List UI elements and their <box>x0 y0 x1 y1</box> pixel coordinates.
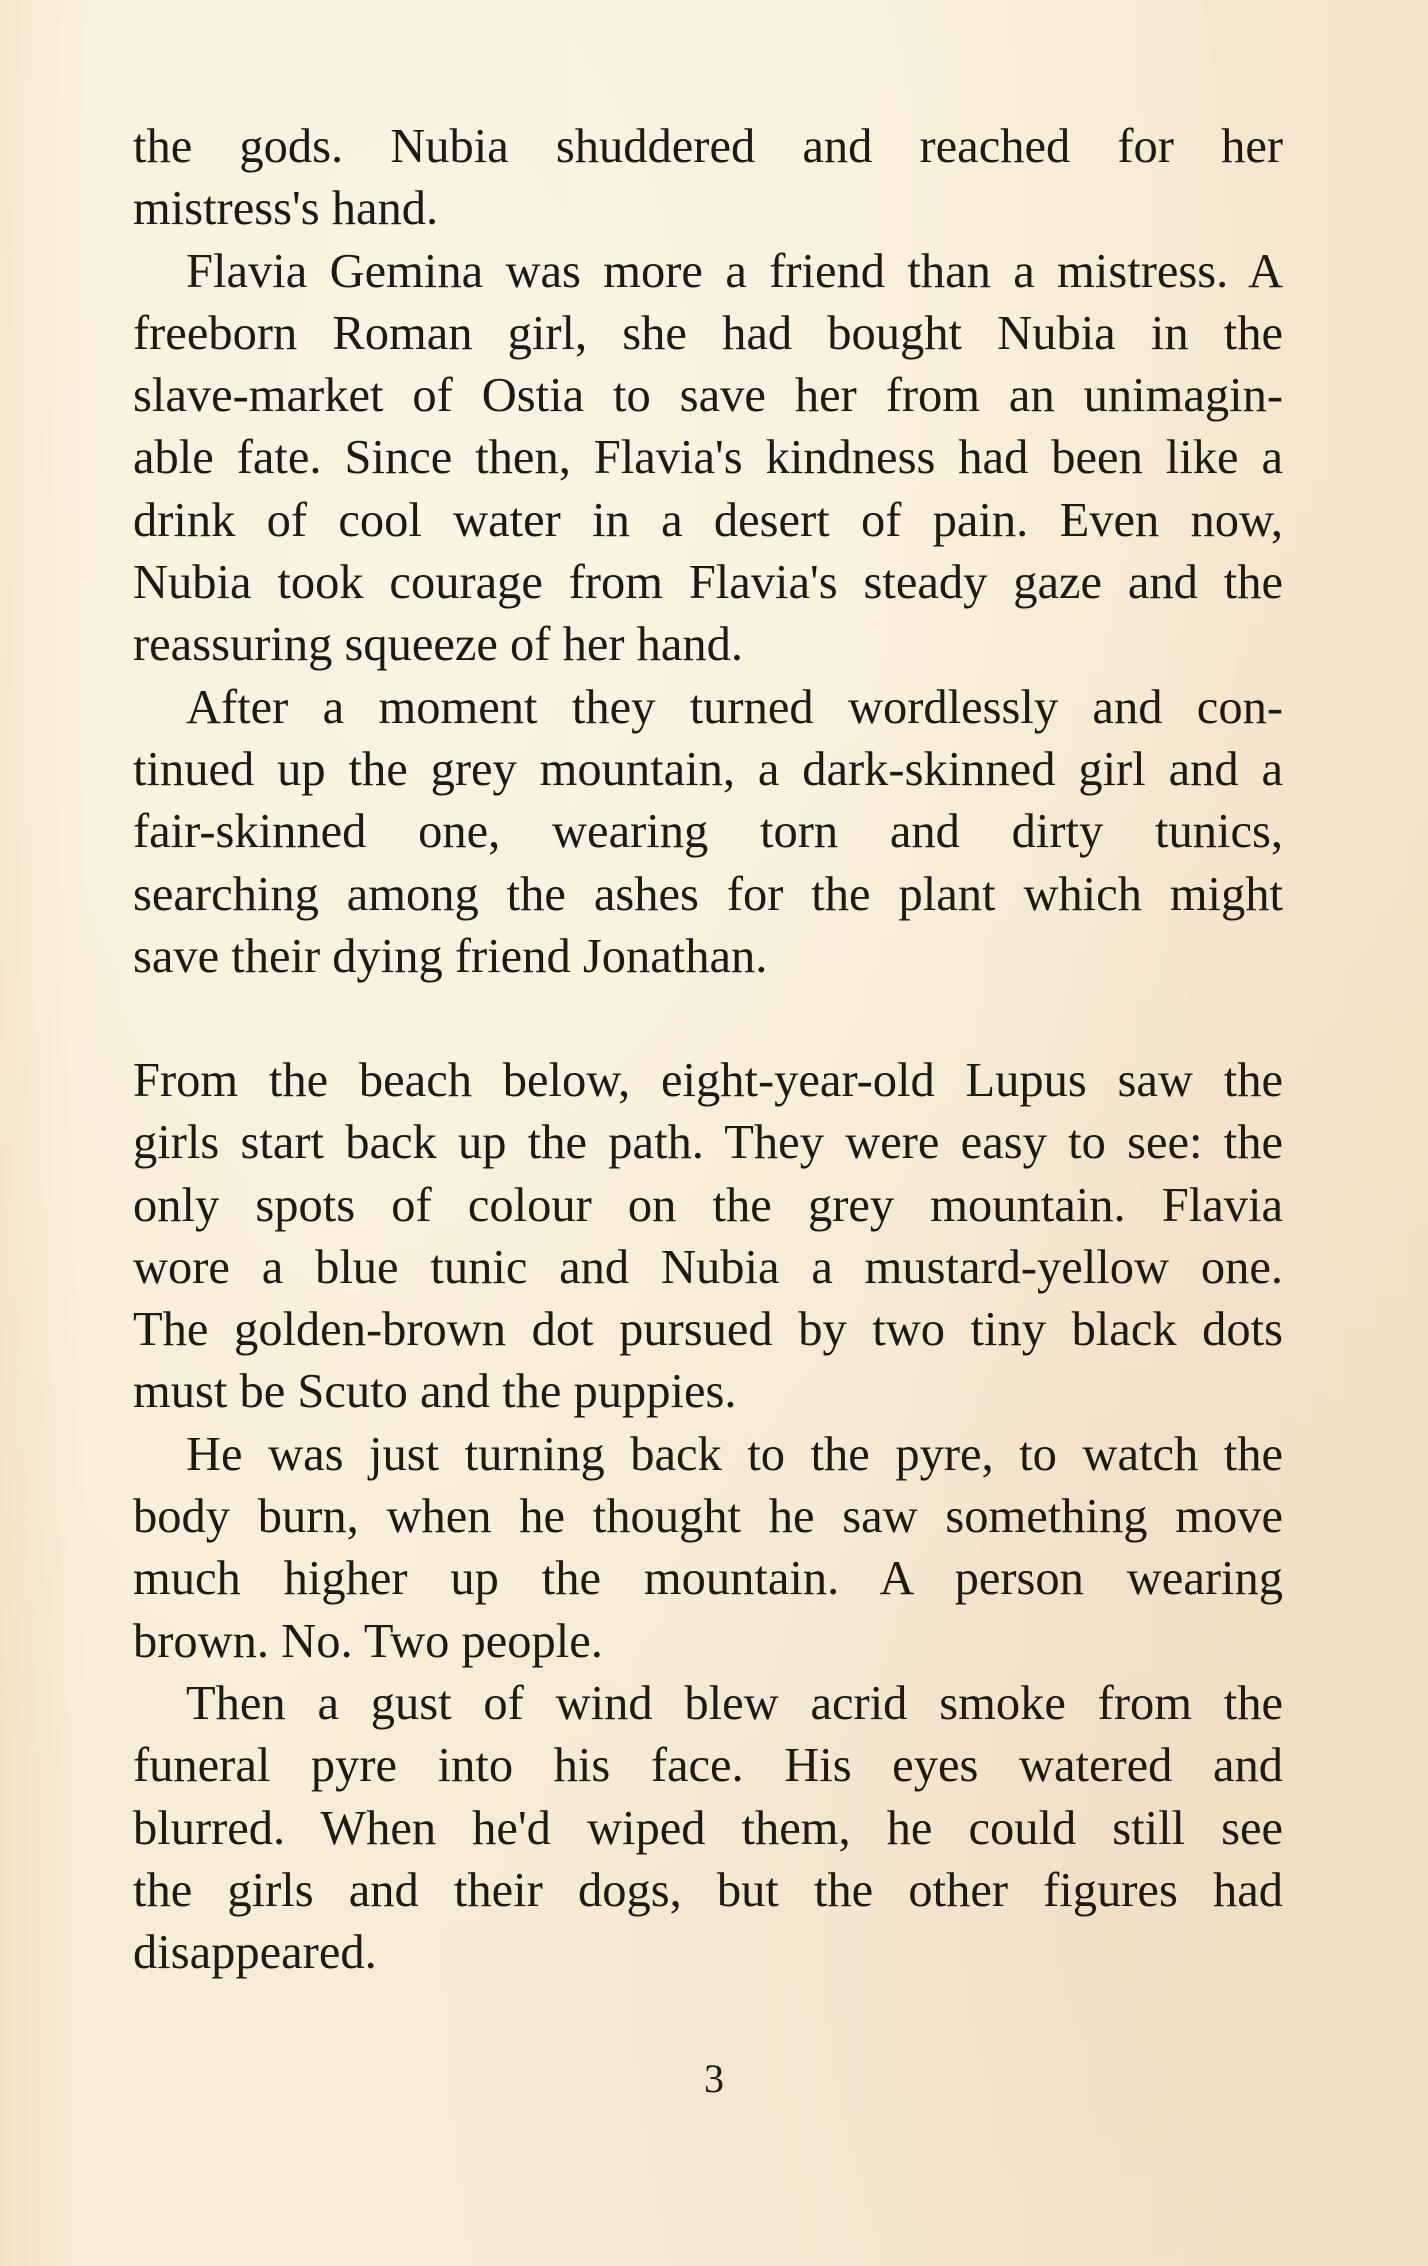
text-line: slave-market of Ostia to save her from an unimagin- <box>133 369 1283 423</box>
text-line: Then a gust of wind blew acrid smoke from the <box>186 1676 1283 1730</box>
text-line: tinued up the grey mountain, a dark-skinned girl and a <box>133 742 1283 796</box>
text-line: must be Scuto and the puppies. <box>133 1365 737 1419</box>
paragraph-section-2 <box>133 1050 1283 1984</box>
text-line: drink of cool water in a desert of pain. Even now, <box>133 493 1283 547</box>
text-line: funeral pyre into his face. His eyes watered and <box>133 1739 1283 1793</box>
text-line: able fate. Since then, Flavia's kindness had been like a <box>133 431 1283 485</box>
text-line: save their dying friend Jonathan. <box>133 929 768 983</box>
text-line: wore a blue tunic and Nubia a mustard-yellow one. <box>133 1240 1283 1294</box>
text-line: He was just turning back to the pyre, to watch the <box>186 1427 1283 1481</box>
text-line: only spots of colour on the grey mountain. Flavia <box>133 1178 1283 1232</box>
text-line: the girls and their dogs, but the other figures had <box>133 1863 1283 1917</box>
text-line: girls start back up the path. They were easy to see: the <box>133 1116 1283 1170</box>
text-line: searching among the ashes for the plant which might <box>133 867 1283 921</box>
text-line: body burn, when he thought he saw something move <box>133 1490 1283 1544</box>
text-line: The golden-brown dot pursued by two tiny black dots <box>133 1303 1283 1357</box>
text-line: the gods. Nubia shuddered and reached for her <box>133 120 1283 173</box>
text-line: From the beach below, eight-year-old Lupus saw the <box>133 1054 1283 1107</box>
text-line: Nubia took courage from Flavia's steady gaze and the <box>133 556 1283 610</box>
text-line: mistress's hand. <box>133 182 439 236</box>
paragraph-section-1 <box>133 116 1283 988</box>
text-line: blurred. When he'd wiped them, he could still see <box>133 1801 1283 1855</box>
text-line: fair-skinned one, wearing torn and dirty tunics, <box>133 805 1283 859</box>
text-line: much higher up the mountain. A person wearing <box>133 1552 1283 1606</box>
text-line: brown. No. Two people. <box>133 1614 603 1668</box>
text-line: Flavia Gemina was more a friend than a mistress. A <box>186 244 1283 298</box>
text-line: After a moment they turned wordlessly and con- <box>186 680 1283 734</box>
text-line: disappeared. <box>133 1926 377 1980</box>
text-line: reassuring squeeze of her hand. <box>133 618 744 672</box>
page-number: 3 <box>704 2056 724 2101</box>
text-line: freeborn Roman girl, she had bought Nubia in the <box>133 306 1283 360</box>
